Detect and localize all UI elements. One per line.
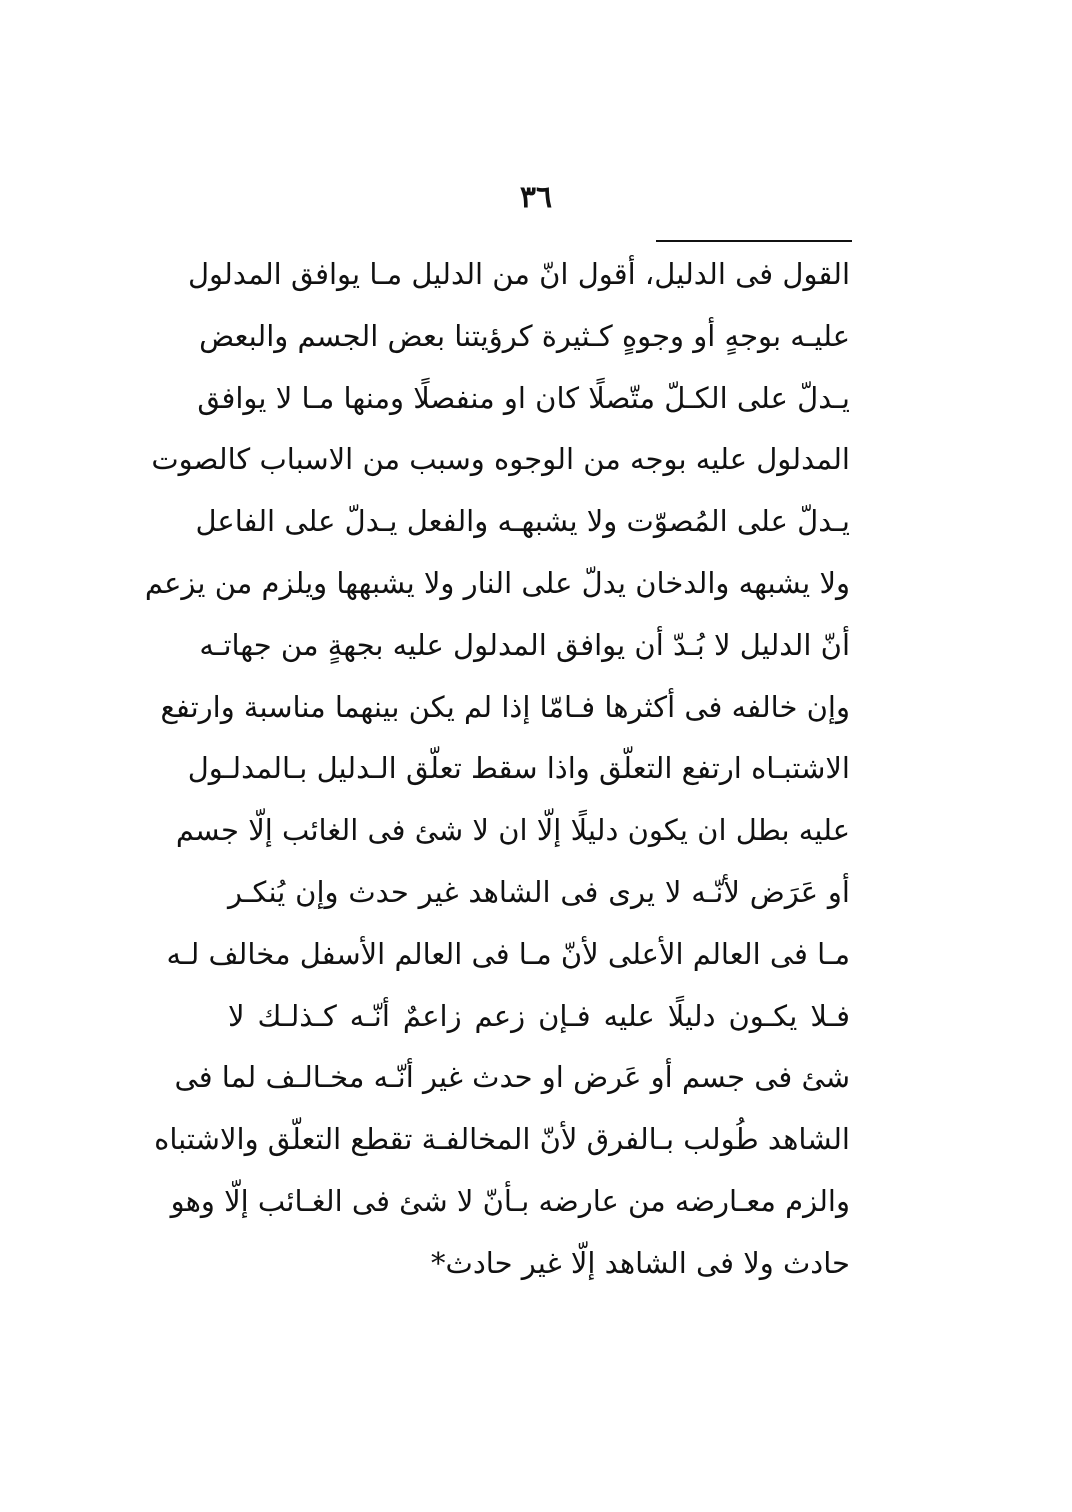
text-line: عليـه بوجهٍ أو وجوهٍ كـثيرة كرؤيتنا بعض الجسم والبعض (199, 318, 850, 353)
text-line: فـلا يكـون دليلًا عليه فـإن زعم زاعمٌ أنّـه كـذلـك لا (228, 998, 850, 1033)
header-rule (656, 240, 852, 242)
text-line: ولا يشبهه والدخان يدلّ على النار ولا يشبهها ويلزم من يزعم (144, 565, 850, 600)
text-block (144, 244, 850, 1295)
text-line: الشاهد طُولب بـالفرق لأنّ المخالفـة تقطع التعلّق والاشتباه (154, 1122, 850, 1157)
text-line: الاشتبـاه ارتفع التعلّق واذا سقط تعلّق الـدليل بـالمدلـول (187, 751, 850, 786)
text-line: يـدلّ على الكـلّ متّصلًا كان او منفصلًا ومنها مـا لا يوافق (197, 380, 850, 415)
text-line: القول فى الدليل، أقول انّ من الدليل مـا يوافق المدلول (187, 257, 850, 291)
text-line: يـدلّ على المُصوّت ولا يشبهـه والفعل يـدلّ على الفاعل (195, 504, 850, 539)
text-line-last: حادث ولا فى الشاهد إلّا غير حادث* (431, 1245, 850, 1280)
text-line: شئ فى جسم أو عَرض او حدث غير أنّـه مخـالـف لما فى (174, 1060, 850, 1095)
text-line: وإن خالفه فى أكثرها فـامّا إذا لم يكن بينهما مناسبة وارتفع (160, 689, 850, 724)
text-line: مـا فى العالم الأعلى لأنّ مـا فى العالم الأسفل مخالف لـه (166, 936, 850, 971)
text-line: أو عَرَض لأنّـه لا يرى فى الشاهد غير حدث وإن يُنكـر (228, 874, 850, 909)
text-line: عليه بطل ان يكون دليلًا إلّا ان لا شئ فى الغائب إلّا جسم (175, 813, 850, 848)
text-line: والزم معـارضه من عارضه بـأنّ لا شئ فى الغـائب إلّا وهو (170, 1183, 850, 1218)
page-number: ٣٦ (519, 180, 553, 215)
text-line: المدلول عليه بوجه من الوجوه وسبب من الاسباب كالصوت (151, 442, 850, 477)
text-line: أنّ الدليل لا بُـدّ أن يوافق المدلول عليه بجهةٍ من جهاتـه (199, 627, 850, 662)
